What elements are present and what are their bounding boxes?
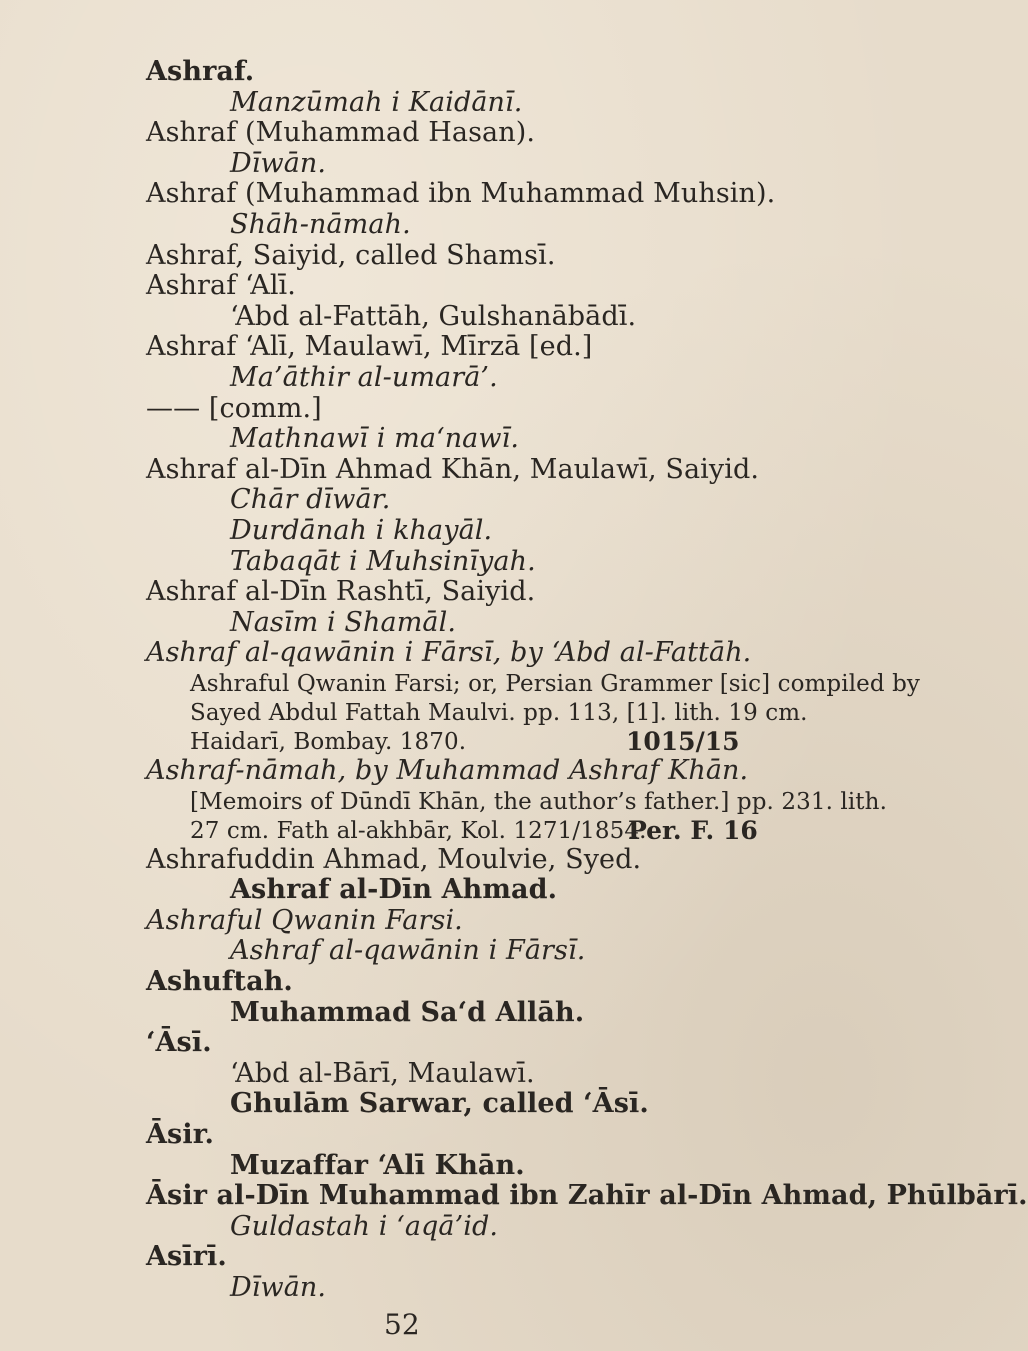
entry-heading: Ashraf, Saiyid, called Shamsī. [146,239,556,271]
title-entry: Tabaqāt i Muhsinīyah. [230,545,536,577]
entry-heading: Āsir. [146,1119,215,1150]
title-entry: Manzūmah i Kaidānī. [230,86,523,118]
entry-heading: Ashraf. [146,56,255,87]
cross-reference: Ashraf al-Dīn Ahmad. [230,874,558,906]
title-entry: Dīwān. [230,147,327,179]
title-entry: Shāh-nāmah. [230,209,411,240]
shelfmark: Per. F. 16 [628,815,758,845]
title-entry: Ma’āthir al-umarā’. [230,362,498,393]
entry-heading: Ashraf (Muhammad ibn Muhammad Muhsin). [146,178,776,210]
entry-heading: Ashraf (Muhammad Hasan). [146,117,536,149]
entry-heading: Asīrī. [146,1241,227,1273]
title-entry: Ashraf al-qawānin i Fārsī. [230,935,586,967]
entry-heading: Āsir al-Dīn Muhammad ibn Zahīr al-Dīn Ahmad, Phūlbārī. [146,1180,1028,1212]
entry-heading: Ashraf ‘Alī. [146,270,296,302]
description-line: [Memoirs of Dūndī Khān, the author’s father.] pp. 231. lith. [190,788,887,815]
cross-reference: ‘Abd al-Bārī, Maulawī. [230,1057,535,1089]
entry-heading: ‘Āsī. [146,1027,212,1059]
entry-heading: Ashraf ‘Alī, Maulawī, Mīrzā [ed.] [146,331,593,363]
entry-heading: —— [comm.] [146,392,322,424]
entry-heading: Ashraf al-qawānin i Fārsī, by ‘Abd al-Fattāh. [146,637,752,669]
entry-heading: Ashuftah. [146,966,293,997]
cross-reference: ‘Abd al-Fattāh, Gulshanābādī. [230,300,637,332]
entry-heading: Ashraf al-Dīn Rashtī, Saiyid. [146,576,536,608]
description-line: 27 cm. Fath al-akhbār, Kol. 1271/1854. [190,817,647,844]
shelfmark: 1015/15 [626,727,740,756]
title-entry: Durdānah i khayāl. [230,515,493,546]
title-entry: Mathnawī i ma‘nawī. [230,423,520,455]
title-entry: Guldastah i ‘aqā’id. [230,1210,499,1242]
description-line: Haidarī, Bombay. 1870. [190,729,467,755]
page-number: 52 [384,1307,420,1341]
entry-heading: Ashrafuddin Ahmad, Moulvie, Syed. [146,843,642,875]
title-entry: Nasīm i Shamāl. [230,606,457,638]
entry-heading: Ashraf al-Dīn Ahmad Khān, Maulawī, Saiyid. [146,453,760,485]
cross-reference: Muzaffar ‘Alī Khān. [230,1149,525,1181]
entry-heading: Ashraf-nāmah, by Muhammad Ashraf Khān. [146,755,749,786]
description-line: Sayed Abdul Fattah Maulvi. pp. 113, [1]. lith. 19 cm. [190,700,808,726]
cross-reference: Ghulām Sarwar, called ‘Āsī. [230,1088,649,1120]
description-line: Ashraful Qwanin Farsi; or, Persian Grammer [sic] compiled by [190,671,921,697]
entry-heading: Ashraful Qwanin Farsi. [146,904,463,936]
cross-reference: Muhammad Sa‘d Allāh. [230,996,585,1028]
title-entry: Chār dīwār. [230,484,391,516]
title-entry: Dīwān. [230,1272,327,1303]
